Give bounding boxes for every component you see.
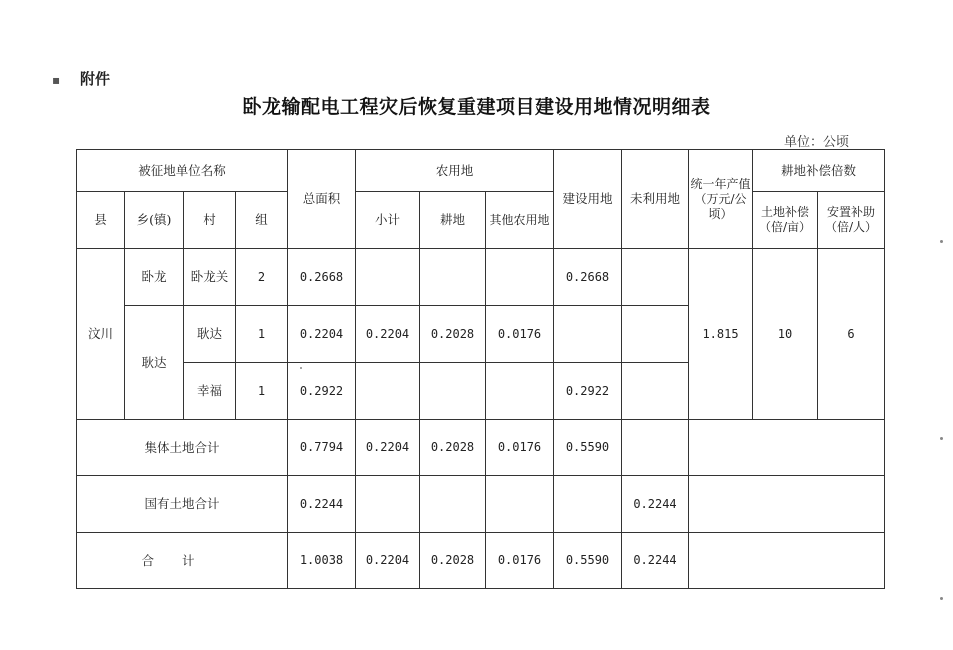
total-cell: 0.2244 [288,476,356,533]
unused-cell [622,363,689,420]
grand-total-label: 合计 [77,533,288,589]
header-arable: 耕地 [420,192,486,249]
subtotal-cell: 0.2204 [356,533,420,589]
other-cell: 0.0176 [486,420,554,476]
header-subtotal: 小计 [356,192,420,249]
arable-cell: 0.2028 [420,533,486,589]
empty-cell [689,533,885,589]
township-cell: 卧龙 [125,249,184,306]
unit-label: 单位：公顷 [784,135,850,150]
document-title: 卧龙输配电工程灾后恢复重建项目建设用地情况明细表 [242,96,711,118]
header-total-area: 总面积 [288,150,356,249]
header-township: 乡(镇) [125,192,184,249]
unused-cell: 0.2244 [622,533,689,589]
village-cell: 耿达 [184,306,236,363]
subtotal-cell: 0.2204 [356,306,420,363]
arable-cell [420,363,486,420]
total-cell: 0.2668 [288,249,356,306]
subtotal-cell [356,363,420,420]
header-group: 组 [236,192,288,249]
construction-cell [554,306,622,363]
other-cell: 0.0176 [486,533,554,589]
construction-cell: 0.5590 [554,533,622,589]
other-cell [486,363,554,420]
group-cell: 1 [236,363,288,420]
subtotal-cell [356,476,420,533]
unused-cell: 0.2244 [622,476,689,533]
header-village: 村 [184,192,236,249]
collective-total-label: 集体土地合计 [77,420,288,476]
scan-speck [940,597,943,600]
construction-cell: 0.5590 [554,420,622,476]
village-cell: 幸福 [184,363,236,420]
unused-cell [622,249,689,306]
header-construction-land: 建设用地 [554,150,622,249]
construction-cell: 0.2668 [554,249,622,306]
state-total-row [77,476,885,533]
header-other-farmland: 其他农用地 [486,192,554,249]
table-row [77,249,885,306]
arable-cell [420,476,486,533]
other-cell [486,476,554,533]
header-compensation-multiple: 耕地补偿倍数 [753,150,885,192]
construction-cell: 0.2922 [554,363,622,420]
attachment-label: 附件 [80,70,111,88]
state-total-label: 国有土地合计 [77,476,288,533]
header-farmland: 农用地 [356,150,554,192]
header-acquired-unit: 被征地单位名称 [77,150,288,192]
subtotal-cell: 0.2204 [356,420,420,476]
village-cell: 卧龙关 [184,249,236,306]
county-cell: 汶川 [77,249,125,420]
group-cell: 1 [236,306,288,363]
collective-total-row [77,420,885,476]
total-cell: 0.7794 [288,420,356,476]
header-resettlement-subsidy: 安置补助（倍/人） [818,192,885,249]
unused-cell [622,420,689,476]
header-unused-land: 未利用地 [622,150,689,249]
unused-cell [622,306,689,363]
header-annual-output: 统一年产值（万元/公顷） [689,150,753,249]
scan-speck [300,367,302,369]
empty-cell [689,476,885,533]
subtotal-cell [356,249,420,306]
other-cell [486,249,554,306]
arable-cell [420,249,486,306]
header-county: 县 [77,192,125,249]
other-cell: 0.0176 [486,306,554,363]
header-land-compensation: 土地补偿（倍/亩） [753,192,818,249]
empty-cell [689,420,885,476]
total-cell: 0.2204 [288,306,356,363]
arable-cell: 0.2028 [420,306,486,363]
scan-speck [940,437,943,440]
total-cell: 0.2922 [288,363,356,420]
group-cell: 2 [236,249,288,306]
total-cell: 1.0038 [288,533,356,589]
scan-speck [940,240,943,243]
resettlement-subsidy-value: 6 [818,249,885,420]
stray-mark: ▪ [52,73,61,87]
construction-cell [554,476,622,533]
grand-total-row [77,533,885,589]
arable-cell: 0.2028 [420,420,486,476]
annual-output-value: 1.815 [689,249,753,420]
township-cell: 耿达 [125,306,184,420]
land-use-table [76,149,885,589]
land-compensation-value: 10 [753,249,818,420]
